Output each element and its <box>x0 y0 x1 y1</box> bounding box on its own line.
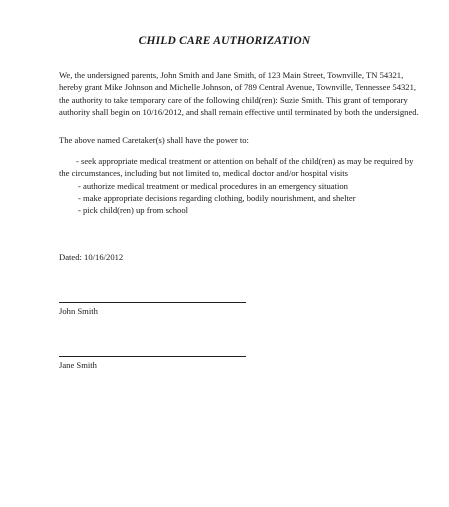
power-item-school-pickup: - pick child(ren) up from school <box>78 205 189 216</box>
document-title: CHILD CARE AUTHORIZATION <box>138 35 311 47</box>
power-item-medical-treatment: - seek appropriate medical treatment or attention on behalf of the child(ren) as may be required by the circumstances, including but not limited to, medical doctor and/or hospital visits <box>59 156 414 179</box>
power-item-emergency: - authorize medical treatment or medical procedures in an emergency situation <box>78 180 348 191</box>
signature-line-jane <box>59 356 246 357</box>
power-item-clothing-shelter: - make appropriate decisions regarding clothing, bodily nourishment, and shelter <box>78 192 356 203</box>
intro-paragraph: We, the undersigned parents, John Smith and Jane Smith, of 123 Main Street, Townville, TN 54321, hereby grant Mike Johnson and Michelle Johnson, of 789 Central Avenue, Townville, Tennessee 54321, the authority to take temporary care of the following child(ren): Suzie Smith. This grant of temporary authority shall begin on 10/16/2012, and shall remain effective until terminated by both the undersigned. <box>59 70 419 117</box>
powers-intro: The above named Caretaker(s) shall have the power to: <box>59 135 249 145</box>
signature-name-john: John Smith <box>59 306 98 316</box>
powers-list <box>59 155 419 216</box>
signature-name-jane: Jane Smith <box>59 360 97 370</box>
dated-line: Dated: 10/16/2012 <box>59 252 124 262</box>
signature-line-john <box>59 302 246 303</box>
